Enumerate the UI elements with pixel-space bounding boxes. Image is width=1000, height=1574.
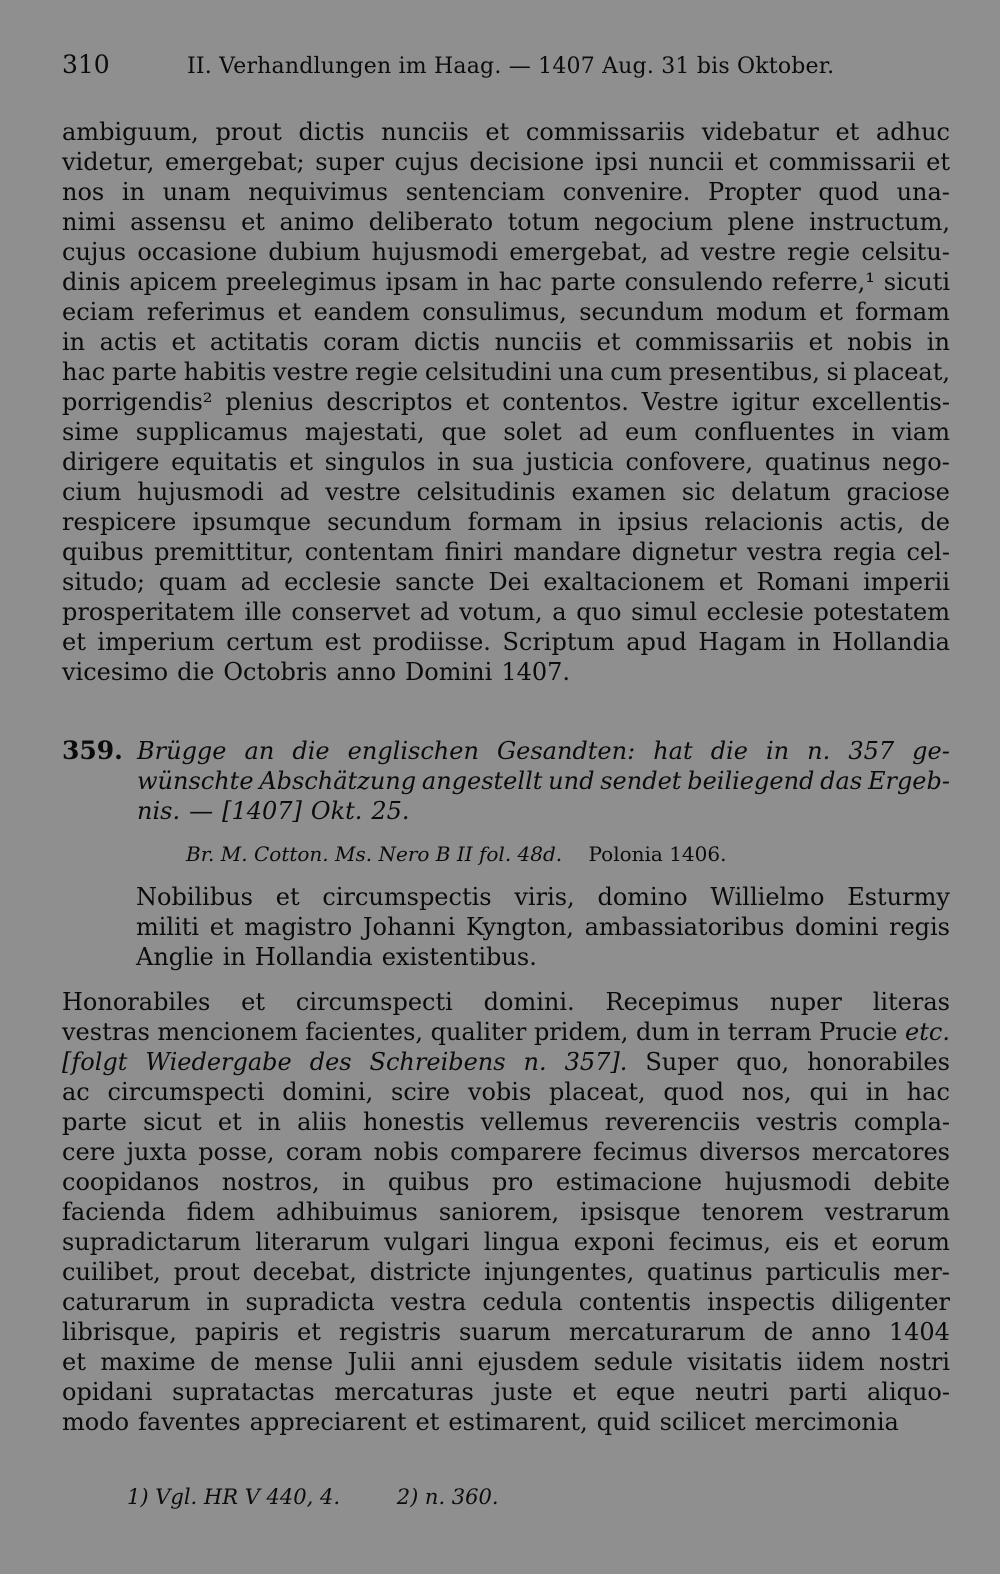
text-line: eciam referimus et eandem consulimus, secundum modum et formam [62, 298, 950, 326]
text-line: nos in unam nequivimus sentenciam convenire. Propter quod una- [62, 178, 950, 206]
heading-line: wünschte Abschätzung angestellt und sendet beiliegend das Ergeb- [137, 767, 950, 795]
text-line: Honorabiles et circumspecti domini. Recepimus nuper literas [62, 988, 950, 1016]
text-line: supradictarum literarum vulgari lingua exponi fecimus, eis et eorum [62, 1228, 950, 1256]
text-line: dirigere equitatis et singulos in sua justicia confovere, quatinus nego- [62, 448, 950, 476]
footnote-1: 1) Vgl. HR V 440, 4. [127, 1485, 341, 1509]
footnotes [127, 1485, 499, 1509]
text-line: cujus occasione dubium hujusmodi emergebat, ad vestre regie celsitu- [62, 238, 950, 266]
text-line: librisque, papiris et registris suarum mercaturarum de anno 1404 [62, 1318, 950, 1346]
text-line: nimi assensu et animo deliberato totum negocium plene instructum, [62, 208, 950, 236]
text-line: dinis apicem preelegimus ipsam in hac parte consulendo referre,¹ sicuti [62, 268, 950, 296]
source-note: Polonia 1406. [588, 842, 727, 866]
footnote-2: 2) n. 360. [396, 1485, 499, 1509]
text-line: respicere ipsumque secundum formam in ipsius relacionis actis, de [62, 508, 950, 536]
text-line: porrigendis² plenius descriptos et contentos. Vestre igitur excellentis- [62, 388, 950, 416]
text-line: cere juxta posse, coram nobis comparere fecimus diversos mercatores [62, 1138, 950, 1166]
text-line: modo faventes appreciarent et estimarent, quid scilicet mercimonia [62, 1408, 899, 1436]
text-line: et imperium certum est prodiisse. Scriptum apud Hagam in Hollandia [62, 628, 950, 656]
text-line: situdo; quam ad ecclesie sancte Dei exaltacionem et Romani imperii [62, 568, 950, 596]
text-line: cium hujusmodi ad vestre celsitudinis examen sic delatum graciose [62, 478, 950, 506]
text-line: hac parte habitis vestre regie celsitudini una cum presentibus, si placeat, [62, 358, 950, 386]
document-heading [62, 736, 950, 826]
text-line: vicesimo die Octobris anno Domini 1407. [62, 658, 571, 686]
letter-body [62, 987, 950, 1437]
text-line: prosperitatem ille conservet ad votum, a quo simul ecclesie potestatem [62, 598, 950, 626]
text-line: et maxime de mense Julii anni ejusdem sedule visitatis iidem nostri [62, 1348, 950, 1376]
text-line: opidani supratactas mercaturas juste et eque neutri parti aliquo- [62, 1378, 950, 1406]
text-line: ac circumspecti domini, scire vobis placeat, quod nos, qui in hac [62, 1078, 950, 1106]
text-line: videtur, emergebat; super cujus decisione ipsi nuncii et commissarii et [62, 148, 950, 176]
heading-line: Brügge an die englischen Gesandten: hat die in n. 357 ge- [137, 737, 950, 765]
source-citation [186, 842, 726, 866]
text-line: ambiguum, prout dictis nunciis et commissariis videbatur et adhuc [62, 118, 950, 146]
text-line: parte sicut et in aliis honestis vellemus reverenciis vestris compla- [62, 1108, 950, 1136]
page-header [62, 50, 952, 94]
text-line: facienda fidem adhibuimus saniorem, ipsisque tenorem vestrarum [62, 1198, 950, 1226]
text-line: [folgt Wiedergabe des Schreibens n. 357]. Super quo, honorabiles [62, 1048, 950, 1076]
continued-paragraph [62, 117, 950, 687]
address-line: Anglie in Hollandia existentibus. [136, 943, 537, 971]
letter-address [136, 882, 950, 972]
page-number: 310 [62, 50, 110, 79]
text-line: in actis et actitatis coram dictis nunciis et commissariis et nobis in [62, 328, 950, 356]
address-line: militi et magistro Johanni Kyngton, ambassiatoribus domini regis [136, 913, 950, 941]
source-reference: Br. M. Cotton. Ms. Nero B II fol. 48d. [186, 842, 563, 866]
document-number: 359. [62, 736, 123, 765]
text-line: cuilibet, prout decebat, districte injungentes, quatinus particulis mer- [62, 1258, 950, 1286]
heading-line: nis. — [1407] Okt. 25. [137, 797, 410, 825]
running-title: II. Verhandlungen im Haag. — 1407 Aug. 31 bis Oktober. [187, 54, 835, 79]
text-line: vestras mencionem facientes, qualiter pridem, dum in terram Prucie etc. [62, 1018, 950, 1046]
text-line: caturarum in supradicta vestra cedula contentis inspectis diligenter [62, 1288, 950, 1316]
address-line: Nobilibus et circumspectis viris, domino Willielmo Esturmy [136, 883, 950, 911]
text-line: coopidanos nostros, in quibus pro estimacione hujusmodi debite [62, 1168, 950, 1196]
text-line: sime supplicamus majestati, que solet ad eum confluentes in viam [62, 418, 950, 446]
text-line: quibus premittitur, contentam finiri mandare dignetur vestra regia cel- [62, 538, 950, 566]
